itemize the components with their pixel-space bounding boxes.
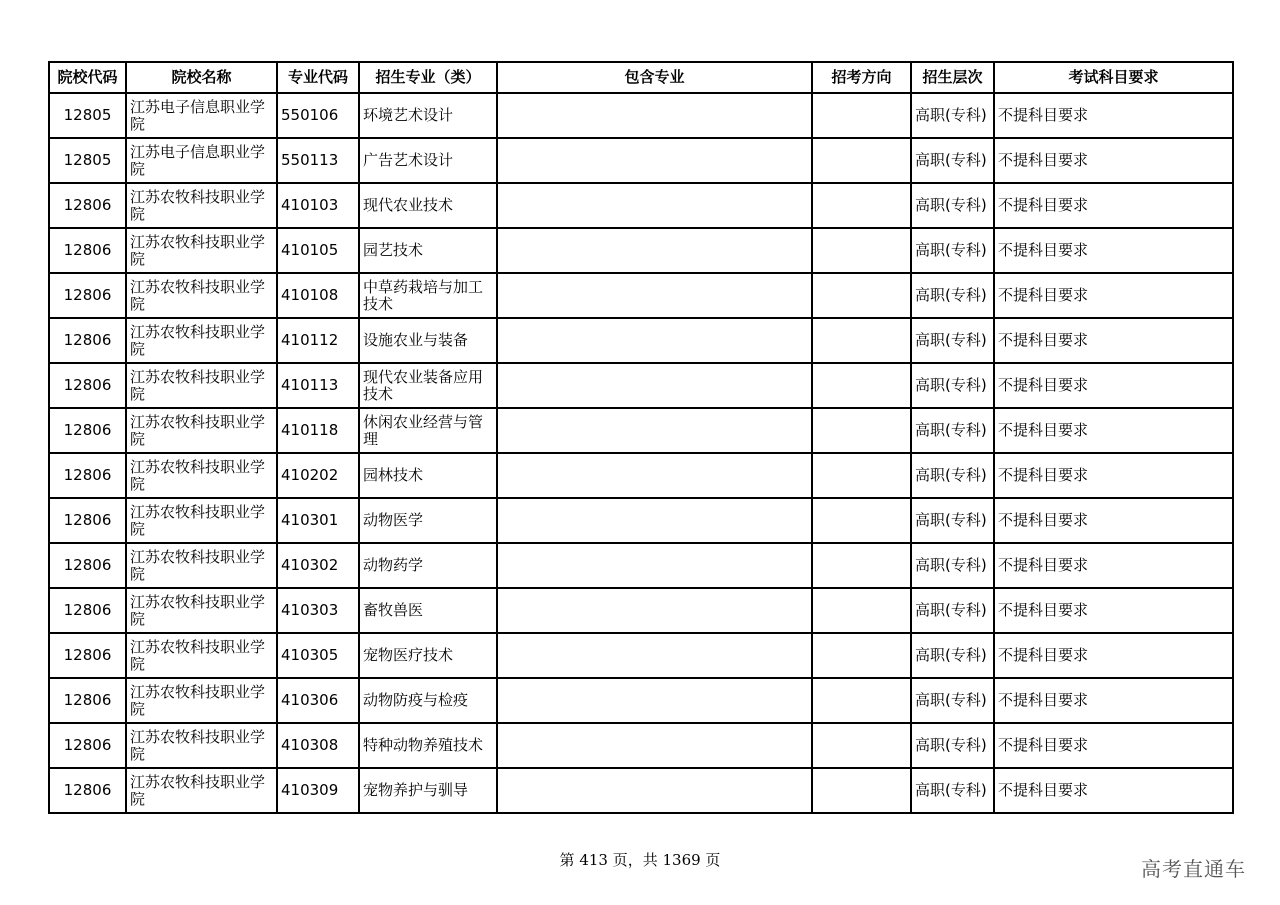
cell-requirement: 不提科目要求 <box>994 453 1233 498</box>
cell-level: 高职(专科) <box>911 588 994 633</box>
cell-direction <box>812 498 911 543</box>
header-school-code: 院校代码 <box>49 62 126 93</box>
cell-included-majors <box>497 678 812 723</box>
cell-school-name: 江苏电子信息职业学院 <box>126 138 277 183</box>
cell-requirement: 不提科目要求 <box>994 498 1233 543</box>
cell-included-majors <box>497 228 812 273</box>
header-level: 招生层次 <box>911 62 994 93</box>
table-row <box>49 633 1233 678</box>
cell-major: 设施农业与装备 <box>359 318 497 363</box>
cell-level: 高职(专科) <box>911 93 994 138</box>
cell-school-code: 12806 <box>49 633 126 678</box>
cell-school-code: 12806 <box>49 768 126 813</box>
cell-major: 动物医学 <box>359 498 497 543</box>
cell-school-name: 江苏农牧科技职业学院 <box>126 768 277 813</box>
cell-included-majors <box>497 273 812 318</box>
cell-major: 特种动物养殖技术 <box>359 723 497 768</box>
cell-major-code: 410202 <box>277 453 359 498</box>
cell-major-code: 410118 <box>277 408 359 453</box>
cell-included-majors <box>497 588 812 633</box>
header-included-majors: 包含专业 <box>497 62 812 93</box>
cell-major: 动物防疫与检疫 <box>359 678 497 723</box>
table-row <box>49 723 1233 768</box>
cell-direction <box>812 543 911 588</box>
cell-level: 高职(专科) <box>911 363 994 408</box>
cell-major: 环境艺术设计 <box>359 93 497 138</box>
cell-requirement: 不提科目要求 <box>994 183 1233 228</box>
cell-direction <box>812 93 911 138</box>
cell-major-code: 410306 <box>277 678 359 723</box>
cell-direction <box>812 588 911 633</box>
cell-direction <box>812 408 911 453</box>
cell-direction <box>812 228 911 273</box>
cell-school-name: 江苏农牧科技职业学院 <box>126 228 277 273</box>
header-major-code: 专业代码 <box>277 62 359 93</box>
cell-requirement: 不提科目要求 <box>994 723 1233 768</box>
cell-included-majors <box>497 93 812 138</box>
cell-requirement: 不提科目要求 <box>994 318 1233 363</box>
cell-school-code: 12805 <box>49 138 126 183</box>
cell-level: 高职(专科) <box>911 498 994 543</box>
table-row <box>49 453 1233 498</box>
cell-requirement: 不提科目要求 <box>994 228 1233 273</box>
cell-major-code: 410105 <box>277 228 359 273</box>
cell-requirement: 不提科目要求 <box>994 273 1233 318</box>
cell-included-majors <box>497 363 812 408</box>
cell-school-code: 12806 <box>49 408 126 453</box>
cell-direction <box>812 273 911 318</box>
cell-requirement: 不提科目要求 <box>994 633 1233 678</box>
cell-included-majors <box>497 633 812 678</box>
cell-major-code: 410112 <box>277 318 359 363</box>
cell-major-code: 410305 <box>277 633 359 678</box>
cell-included-majors <box>497 408 812 453</box>
cell-school-name: 江苏农牧科技职业学院 <box>126 588 277 633</box>
cell-major-code: 410309 <box>277 768 359 813</box>
cell-included-majors <box>497 498 812 543</box>
table-row <box>49 768 1233 813</box>
header-school-name: 院校名称 <box>126 62 277 93</box>
cell-school-code: 12805 <box>49 93 126 138</box>
cell-major: 现代农业装备应用技术 <box>359 363 497 408</box>
watermark: 高考直通车 <box>1141 857 1246 881</box>
cell-requirement: 不提科目要求 <box>994 408 1233 453</box>
cell-school-name: 江苏农牧科技职业学院 <box>126 408 277 453</box>
cell-requirement: 不提科目要求 <box>994 363 1233 408</box>
cell-school-name: 江苏农牧科技职业学院 <box>126 453 277 498</box>
cell-major-code: 410303 <box>277 588 359 633</box>
cell-school-code: 12806 <box>49 453 126 498</box>
cell-included-majors <box>497 453 812 498</box>
cell-requirement: 不提科目要求 <box>994 138 1233 183</box>
cell-level: 高职(专科) <box>911 543 994 588</box>
cell-school-code: 12806 <box>49 363 126 408</box>
cell-school-name: 江苏农牧科技职业学院 <box>126 498 277 543</box>
table-row <box>49 228 1233 273</box>
cell-school-code: 12806 <box>49 273 126 318</box>
cell-level: 高职(专科) <box>911 633 994 678</box>
cell-direction <box>812 678 911 723</box>
cell-school-code: 12806 <box>49 498 126 543</box>
header-major: 招生专业（类） <box>359 62 497 93</box>
cell-included-majors <box>497 318 812 363</box>
cell-major-code: 550113 <box>277 138 359 183</box>
cell-level: 高职(专科) <box>911 453 994 498</box>
cell-level: 高职(专科) <box>911 318 994 363</box>
table-row <box>49 498 1233 543</box>
cell-major-code: 410113 <box>277 363 359 408</box>
cell-school-name: 江苏农牧科技职业学院 <box>126 363 277 408</box>
cell-requirement: 不提科目要求 <box>994 588 1233 633</box>
cell-school-code: 12806 <box>49 228 126 273</box>
cell-major-code: 410301 <box>277 498 359 543</box>
page-footer: 第 413 页，共 1369 页 <box>559 851 721 869</box>
cell-major: 中草药栽培与加工技术 <box>359 273 497 318</box>
cell-included-majors <box>497 543 812 588</box>
cell-major: 动物药学 <box>359 543 497 588</box>
cell-included-majors <box>497 138 812 183</box>
cell-major-code: 410108 <box>277 273 359 318</box>
cell-included-majors <box>497 183 812 228</box>
cell-major: 园艺技术 <box>359 228 497 273</box>
cell-level: 高职(专科) <box>911 408 994 453</box>
cell-level: 高职(专科) <box>911 768 994 813</box>
cell-requirement: 不提科目要求 <box>994 93 1233 138</box>
cell-level: 高职(专科) <box>911 273 994 318</box>
cell-level: 高职(专科) <box>911 678 994 723</box>
cell-major-code: 410308 <box>277 723 359 768</box>
cell-major-code: 410302 <box>277 543 359 588</box>
table-row <box>49 183 1233 228</box>
cell-included-majors <box>497 768 812 813</box>
table-row <box>49 138 1233 183</box>
cell-major-code: 550106 <box>277 93 359 138</box>
cell-school-name: 江苏农牧科技职业学院 <box>126 543 277 588</box>
table-row <box>49 588 1233 633</box>
table-row <box>49 363 1233 408</box>
cell-school-code: 12806 <box>49 723 126 768</box>
cell-direction <box>812 318 911 363</box>
cell-school-code: 12806 <box>49 318 126 363</box>
cell-level: 高职(专科) <box>911 183 994 228</box>
table-row <box>49 678 1233 723</box>
cell-direction <box>812 633 911 678</box>
cell-school-code: 12806 <box>49 588 126 633</box>
cell-school-code: 12806 <box>49 183 126 228</box>
header-direction: 招考方向 <box>812 62 911 93</box>
cell-direction <box>812 723 911 768</box>
cell-major: 宠物养护与驯导 <box>359 768 497 813</box>
cell-direction <box>812 183 911 228</box>
cell-school-name: 江苏农牧科技职业学院 <box>126 273 277 318</box>
cell-major: 园林技术 <box>359 453 497 498</box>
cell-requirement: 不提科目要求 <box>994 678 1233 723</box>
cell-major-code: 410103 <box>277 183 359 228</box>
table-row <box>49 273 1233 318</box>
cell-direction <box>812 363 911 408</box>
cell-school-name: 江苏农牧科技职业学院 <box>126 318 277 363</box>
table-row <box>49 543 1233 588</box>
cell-major: 现代农业技术 <box>359 183 497 228</box>
cell-school-name: 江苏农牧科技职业学院 <box>126 678 277 723</box>
cell-requirement: 不提科目要求 <box>994 543 1233 588</box>
cell-school-name: 江苏农牧科技职业学院 <box>126 723 277 768</box>
admissions-table <box>48 61 1234 814</box>
cell-school-name: 江苏电子信息职业学院 <box>126 93 277 138</box>
cell-direction <box>812 768 911 813</box>
cell-level: 高职(专科) <box>911 723 994 768</box>
cell-requirement: 不提科目要求 <box>994 768 1233 813</box>
cell-direction <box>812 453 911 498</box>
table-row <box>49 408 1233 453</box>
cell-included-majors <box>497 723 812 768</box>
table-row <box>49 318 1233 363</box>
cell-major: 宠物医疗技术 <box>359 633 497 678</box>
cell-direction <box>812 138 911 183</box>
cell-major: 畜牧兽医 <box>359 588 497 633</box>
header-requirement: 考试科目要求 <box>994 62 1233 93</box>
cell-major: 广告艺术设计 <box>359 138 497 183</box>
cell-level: 高职(专科) <box>911 138 994 183</box>
header-row <box>49 62 1233 93</box>
cell-school-code: 12806 <box>49 543 126 588</box>
cell-school-name: 江苏农牧科技职业学院 <box>126 183 277 228</box>
cell-school-name: 江苏农牧科技职业学院 <box>126 633 277 678</box>
table-row <box>49 93 1233 138</box>
cell-level: 高职(专科) <box>911 228 994 273</box>
cell-major: 休闲农业经营与管理 <box>359 408 497 453</box>
cell-school-code: 12806 <box>49 678 126 723</box>
